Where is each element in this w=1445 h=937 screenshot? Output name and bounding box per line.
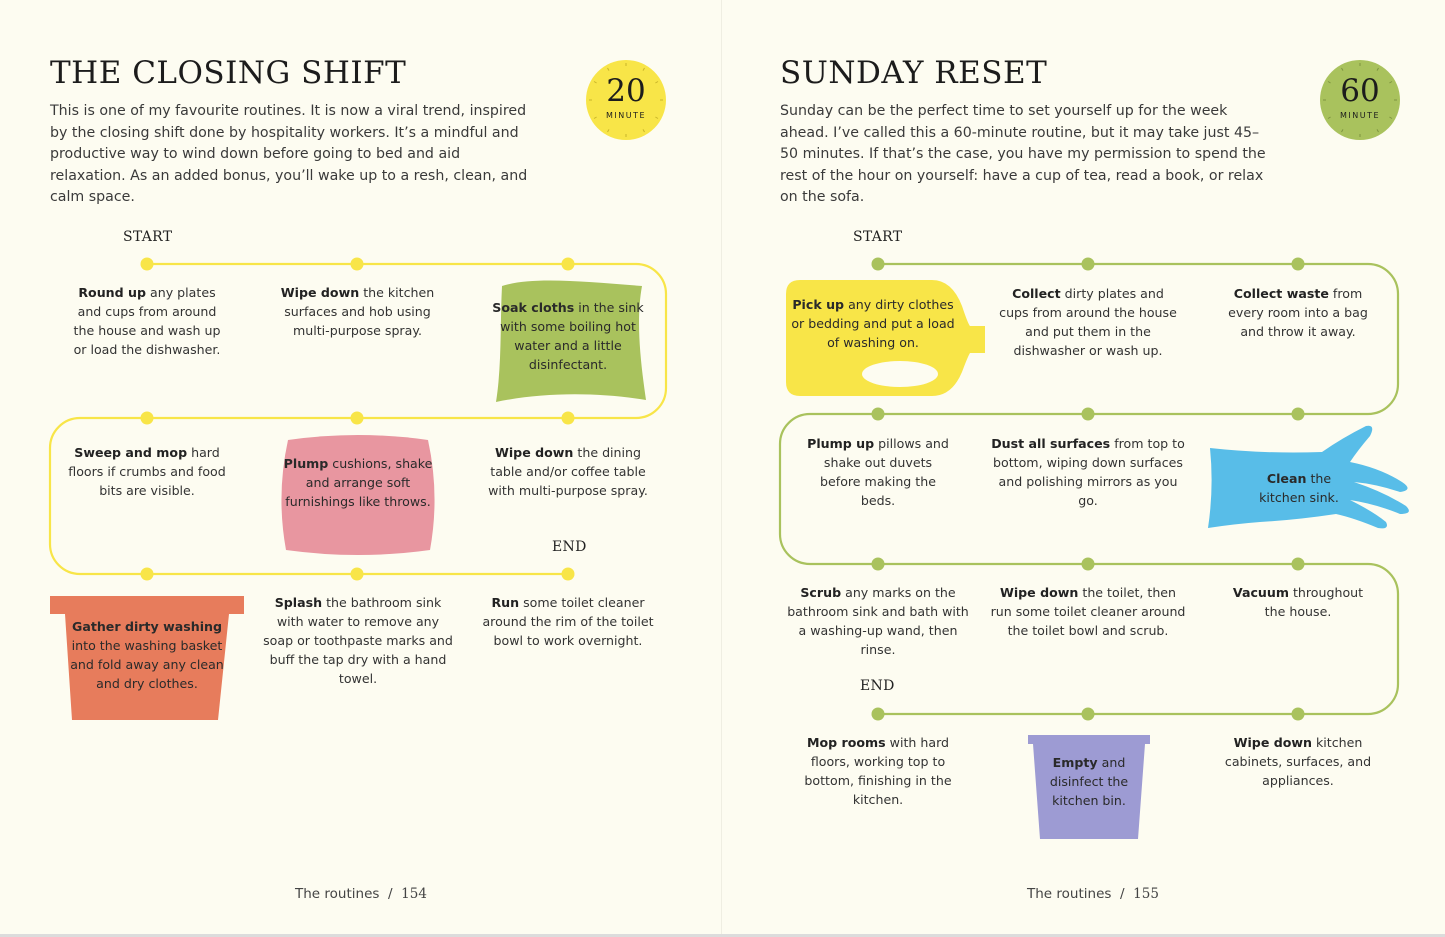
cushion-shape: Plump cushions, shake and arrange soft furnishings like throws.	[278, 434, 438, 556]
glove-shape: Clean the kitchen sink.	[1204, 424, 1412, 532]
page-title: THE CLOSING SHIFT	[50, 55, 407, 91]
left-page	[0, 0, 722, 937]
detergent-bottle-shape: Pick up any dirty clothes or bedding and put a load of washing on.	[782, 276, 987, 400]
step-round-up: Round up any plates and cups from around the house and wash up or load the dishwasher.	[73, 285, 221, 357]
page-title: SUNDAY RESET	[780, 55, 1048, 91]
route-track	[722, 0, 1445, 800]
page-footer: The routines / 155	[1027, 886, 1159, 902]
step-wipe-cabinets: Wipe down kitchen cabinets, surfaces, and appliances.	[1224, 735, 1372, 788]
end-marker: END	[552, 539, 587, 555]
intro-paragraph: This is one of my favourite routines. It is now a viral trend, inspired by the closing shift done by hospitality workers. It’s a mindful and productive way to wind down before going to bed and aid relaxation. As an added bonus, you’ll wake up to a resh, clean, and calm space.	[50, 103, 528, 205]
step-wipe-kitchen: Wipe down the kitchen surfaces and hob using multi-purpose spray.	[280, 285, 435, 338]
basket-shape: Gather dirty washing into the washing basket and fold away any clean and dry clothes.	[48, 594, 246, 722]
step-wipe-table: Wipe down the dining table and/or coffee table with multi-purpose spray.	[488, 445, 648, 498]
intro-paragraph: Sunday can be the perfect time to set yourself up for the week ahead. I’ve called this a 60-minute routine, but it may take just 45–50 minutes. If that’s the case, you have my permission to spend the rest of the hour on yourself: have a cup of tea, read a book, or relax on the sofa.	[780, 103, 1266, 205]
timer-unit: MINUTE	[1339, 111, 1381, 120]
right-page	[722, 0, 1445, 937]
start-marker: START	[123, 229, 173, 245]
step-collect-waste: Collect waste from every room into a bag and throw it away.	[1228, 286, 1368, 339]
step-dust-surfaces: Dust all surfaces from top to bottom, wiping down surfaces and polishing mirrors as you go.	[991, 436, 1185, 508]
cloth-shape: Soak cloths in the sink with some boiling hot water and a little disinfectant.	[488, 274, 648, 406]
bin-shape: Empty and disinfect the kitchen bin.	[1027, 734, 1151, 840]
page-number: 154	[401, 886, 427, 902]
step-plump-pillows: Plump up pillows and shake out duvets before making the beds.	[807, 436, 949, 508]
end-marker: END	[860, 678, 895, 694]
step-scrub-bathroom: Scrub any marks on the bathroom sink and bath with a washing-up wand, then rinse.	[787, 585, 969, 657]
timer-value: 60	[1340, 73, 1380, 109]
timer-value: 20	[606, 73, 646, 109]
page-number: 155	[1133, 886, 1159, 902]
step-toilet-cleaner: Run some toilet cleaner around the rim of the toilet bowl to work overnight.	[482, 595, 654, 648]
step-vacuum: Vacuum throughout the house.	[1232, 585, 1364, 619]
step-wipe-toilet: Wipe down the toilet, then run some toilet cleaner around the toilet bowl and scrub.	[990, 585, 1186, 638]
page-footer: The routines / 154	[295, 886, 427, 902]
step-splash-sink: Splash the bathroom sink with water to remove any soap or toothpaste marks and buff the tap dry with a hand towel.	[263, 595, 453, 686]
start-marker: START	[853, 229, 903, 245]
step-mop-rooms: Mop rooms with hard floors, working top to bottom, finishing in the kitchen.	[804, 735, 952, 807]
step-collect-plates: Collect dirty plates and cups from around the house and put them in the dishwasher or wash up.	[999, 286, 1177, 358]
timer-unit: MINUTE	[605, 111, 647, 120]
step-sweep-mop: Sweep and mop hard floors if crumbs and food bits are visible.	[68, 445, 226, 498]
